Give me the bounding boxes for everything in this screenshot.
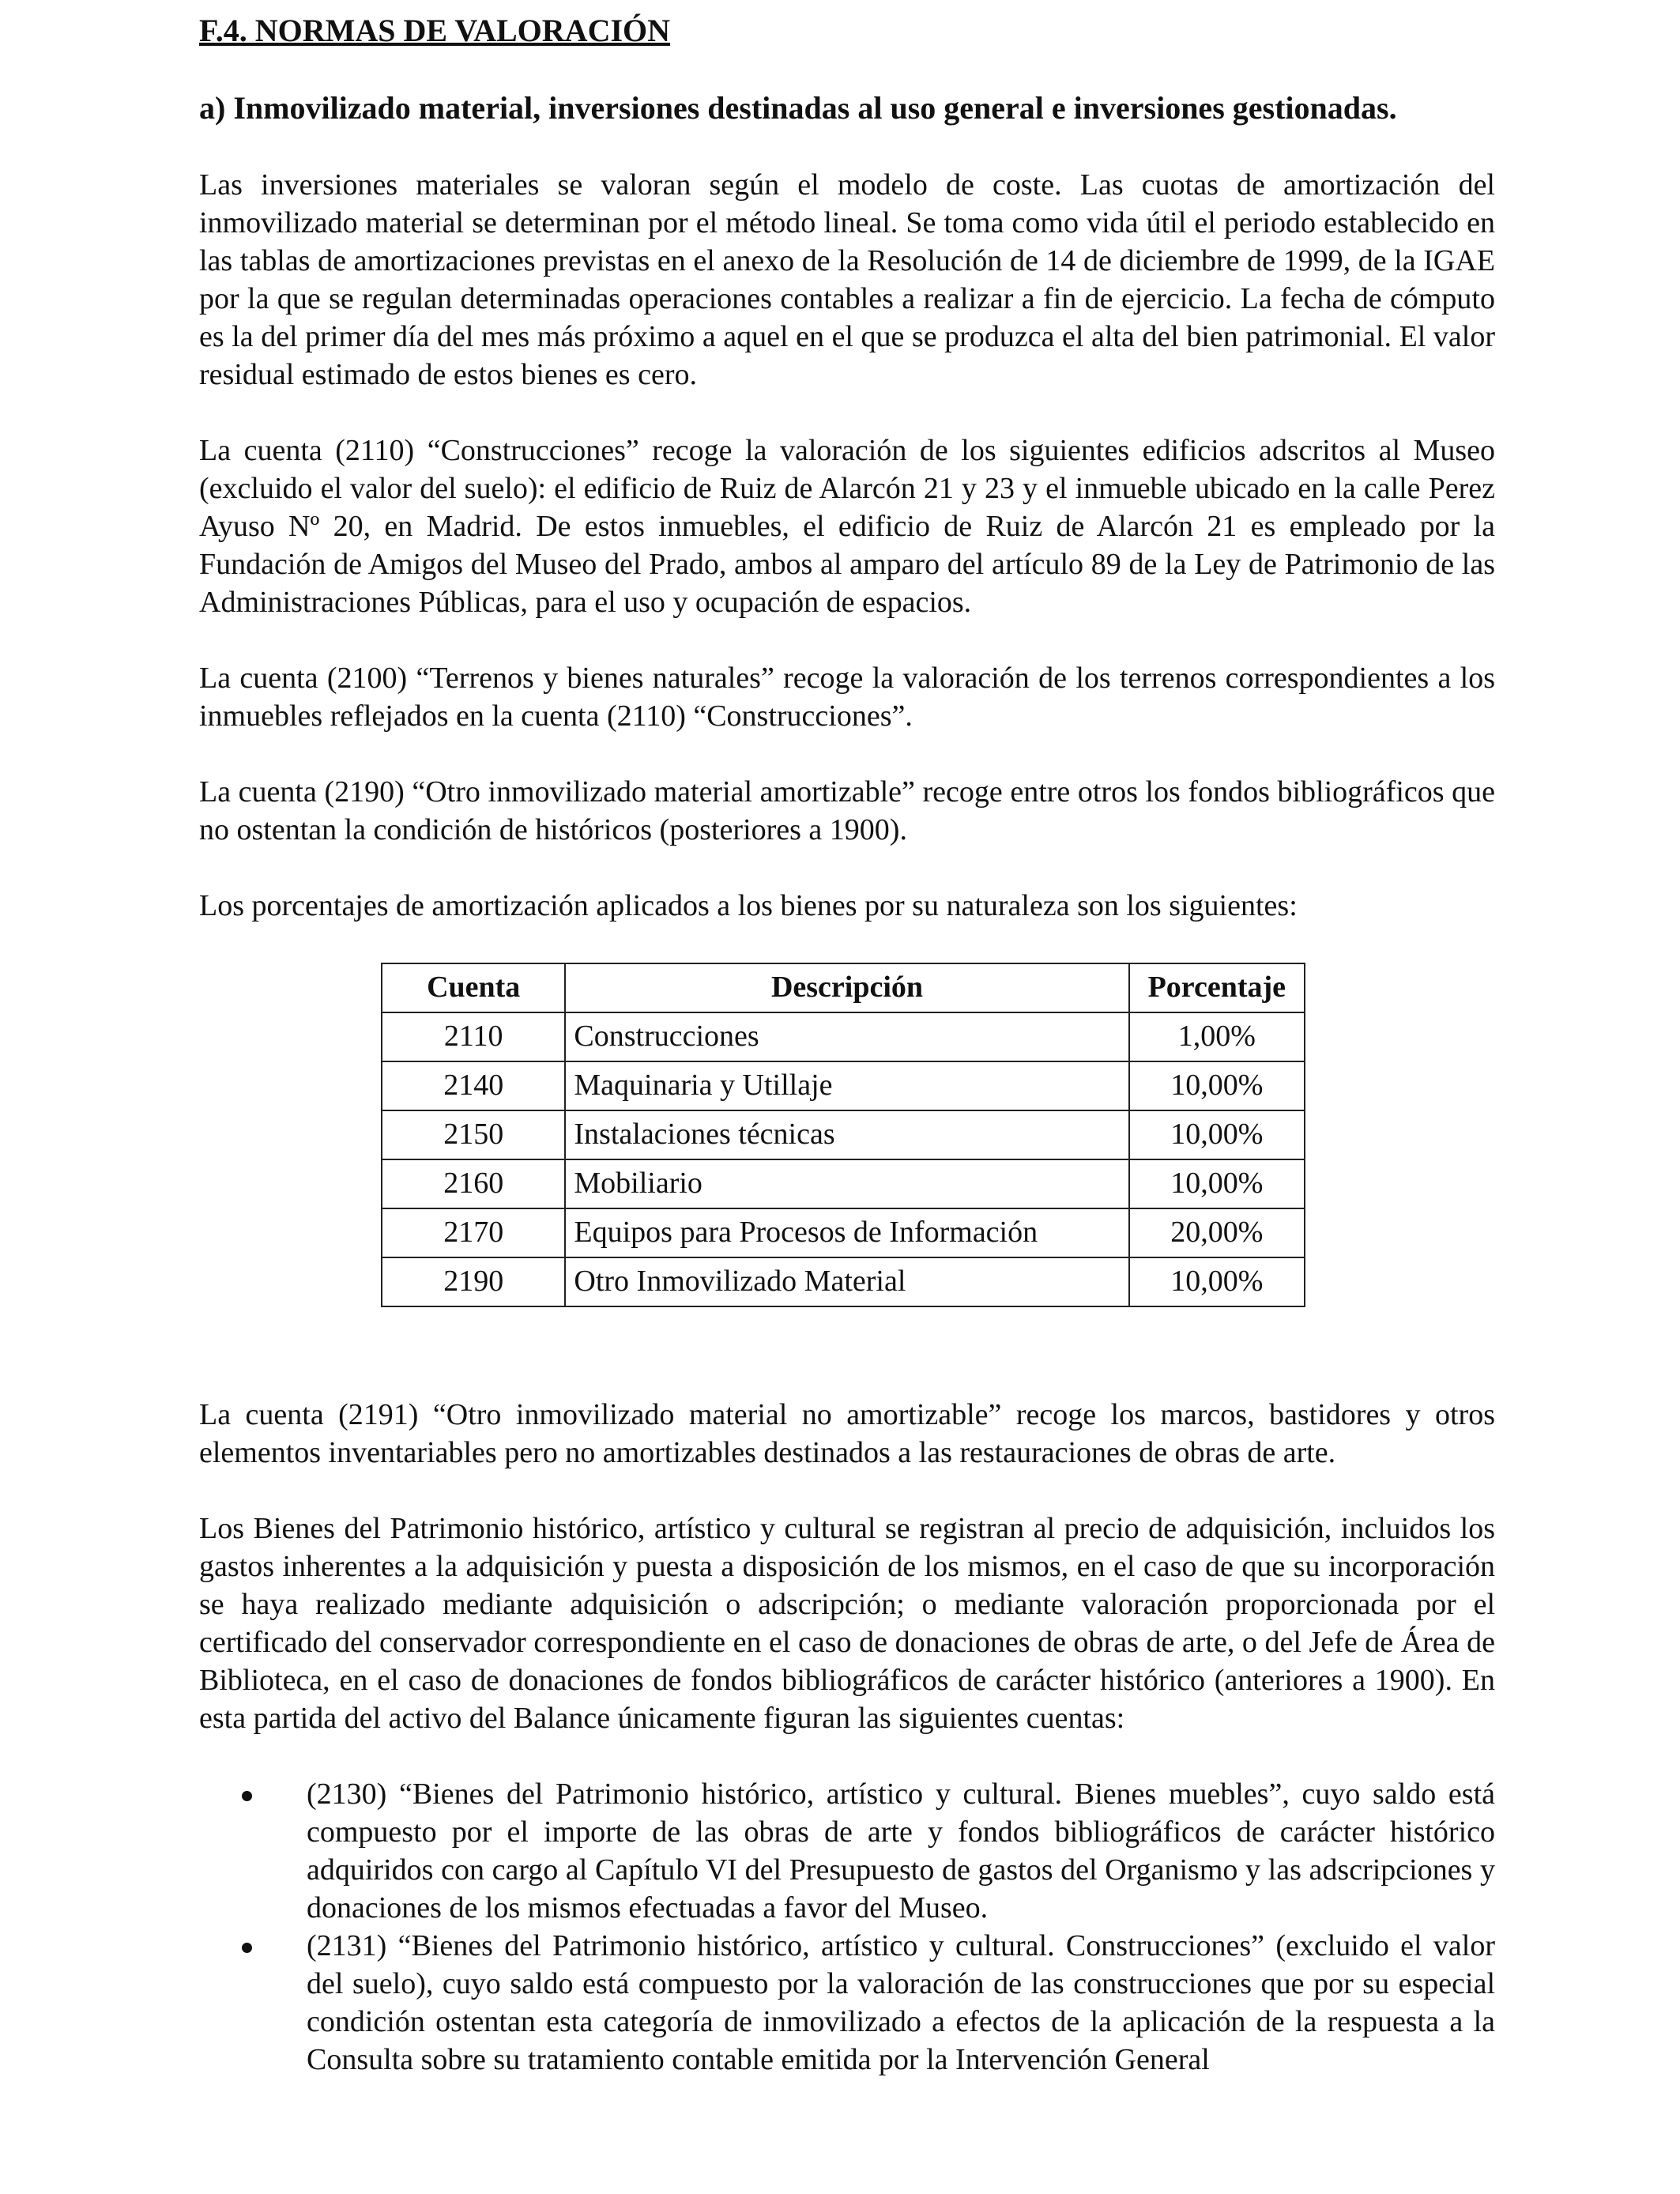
list-item xyxy=(199,1927,1495,2079)
paragraph-porcentajes: Los porcentajes de amortización aplicados a los bienes por su naturaleza son los siguientes: xyxy=(199,889,1298,922)
paragraph-bienes-patrimonio: Los Bienes del Patrimonio histórico, artístico y cultural se registran al precio de adquisición, incluidos los gastos inherentes a la adquisición y puesta a disposición de los mismos, en el caso de que su incorporación se haya realizado mediante adquisición o adscripción; o mediante valoración proporcionada por el certificado del conservador correspondiente en el caso de donaciones de obras de arte, o del Jefe de Área de Biblioteca, en el caso de donaciones de fondos bibliográficos de carácter histórico (anteriores a 1900). En esta partida del activo del Balance únicamente figuran las siguientes cuentas: xyxy=(199,1512,1495,1735)
header-porcentaje: Porcentaje xyxy=(1129,963,1305,1012)
table-row xyxy=(382,1110,1305,1159)
list-item-text: (2130) “Bienes del Patrimonio histórico, artístico y cultural. Bienes muebles”, cuyo saldo está compuesto por el importe de las obras de arte y fondos bibliográficos de carácter histórico adquiridos con cargo al Capítulo VI del Presupuesto de gastos del Organismo y las adscripciones y donaciones de los mismos efectuadas a favor del Museo. xyxy=(307,1777,1495,1924)
amortization-table xyxy=(381,963,1305,1307)
cell-descripcion: Construcciones xyxy=(565,1012,1128,1061)
cell-porcentaje: 10,00% xyxy=(1129,1257,1305,1306)
cell-descripcion: Otro Inmovilizado Material xyxy=(565,1257,1128,1306)
header-cuenta: Cuenta xyxy=(382,963,565,1012)
cell-cuenta: 2150 xyxy=(382,1110,565,1159)
header-descripcion: Descripción xyxy=(565,963,1128,1012)
paragraph-no-amortizable: La cuenta (2191) “Otro inmovilizado material no amortizable” recoge los marcos, bastidores y otros elementos inventariables pero no amortizables destinados a las restauraciones de obras de arte. xyxy=(199,1398,1495,1469)
cell-cuenta: 2160 xyxy=(382,1159,565,1208)
accounts-bullet-list xyxy=(199,1775,1495,2079)
list-item-text: (2131) “Bienes del Patrimonio histórico, artístico y cultural. Construcciones” (excluido el valor del suelo), cuyo saldo está compuesto por la valoración de las construcciones que por su especial condición ostentan esta categoría de inmovilizado a efectos de la aplicación de la respuesta a la Consulta sobre su tratamiento contable emitida por la Intervención General xyxy=(307,1929,1495,2076)
table-row xyxy=(382,1208,1305,1257)
bullet-icon xyxy=(242,1791,252,1801)
cell-porcentaje: 1,00% xyxy=(1129,1012,1305,1061)
cell-porcentaje: 10,00% xyxy=(1129,1110,1305,1159)
cell-descripcion: Maquinaria y Utillaje xyxy=(565,1061,1128,1110)
cell-cuenta: 2170 xyxy=(382,1208,565,1257)
table-row xyxy=(382,1257,1305,1306)
cell-descripcion: Instalaciones técnicas xyxy=(565,1110,1128,1159)
paragraph-terrenos: La cuenta (2100) “Terrenos y bienes naturales” recoge la valoración de los terrenos correspondientes a los inmuebles reflejados en la cuenta (2110) “Construcciones”. xyxy=(199,662,1495,733)
paragraph-valuation-model: Las inversiones materiales se valoran según el modelo de coste. Las cuotas de amortización del inmovilizado material se determinan por el método lineal. Se toma como vida útil el periodo establecido en las tablas de amortizaciones previstas en el anexo de la Resolución de 14 de diciembre de 1999, de la IGAE por la que se regulan determinadas operaciones contables a realizar a fin de ejercicio. La fecha de cómputo es la del primer día del mes más próximo a aquel en el que se produzca el alta del bien patrimonial. El valor residual estimado de estos bienes es cero. xyxy=(199,168,1495,391)
table-header-row xyxy=(382,963,1305,1012)
cell-porcentaje: 10,00% xyxy=(1129,1061,1305,1110)
list-item xyxy=(199,1775,1495,1927)
table-row xyxy=(382,1159,1305,1208)
cell-descripcion: Mobiliario xyxy=(565,1159,1128,1208)
cell-cuenta: 2140 xyxy=(382,1061,565,1110)
cell-cuenta: 2110 xyxy=(382,1012,565,1061)
section-heading: F.4. NORMAS DE VALORACIÓN xyxy=(199,13,671,48)
document-content xyxy=(199,11,1495,2079)
paragraph-construcciones: La cuenta (2110) “Construcciones” recoge la valoración de los siguientes edificios adscritos al Museo (excluido el valor del suelo): el edificio de Ruiz de Alarcón 21 y 23 y el inmueble ubicado en la calle Perez Ayuso Nº 20, en Madrid. De estos inmuebles, el edificio de Ruiz de Alarcón 21 es empleado por la Fundación de Amigos del Museo del Prado, ambos al amparo del artículo 89 de la Ley de Patrimonio de las Administraciones Públicas, para el uso y ocupación de espacios. xyxy=(199,434,1495,619)
cell-cuenta: 2190 xyxy=(382,1257,565,1306)
table-row xyxy=(382,1012,1305,1061)
subsection-heading: a) Inmovilizado material, inversiones destinadas al uso general e inversiones gestionadas. xyxy=(199,90,1397,126)
paragraph-otro-inmovilizado: La cuenta (2190) “Otro inmovilizado material amortizable” recoge entre otros los fondos bibliográficos que no ostentan la condición de históricos (posteriores a 1900). xyxy=(199,775,1495,846)
bullet-icon xyxy=(242,1943,252,1953)
cell-porcentaje: 10,00% xyxy=(1129,1159,1305,1208)
cell-porcentaje: 20,00% xyxy=(1129,1208,1305,1257)
cell-descripcion: Equipos para Procesos de Información xyxy=(565,1208,1128,1257)
table-row xyxy=(382,1061,1305,1110)
